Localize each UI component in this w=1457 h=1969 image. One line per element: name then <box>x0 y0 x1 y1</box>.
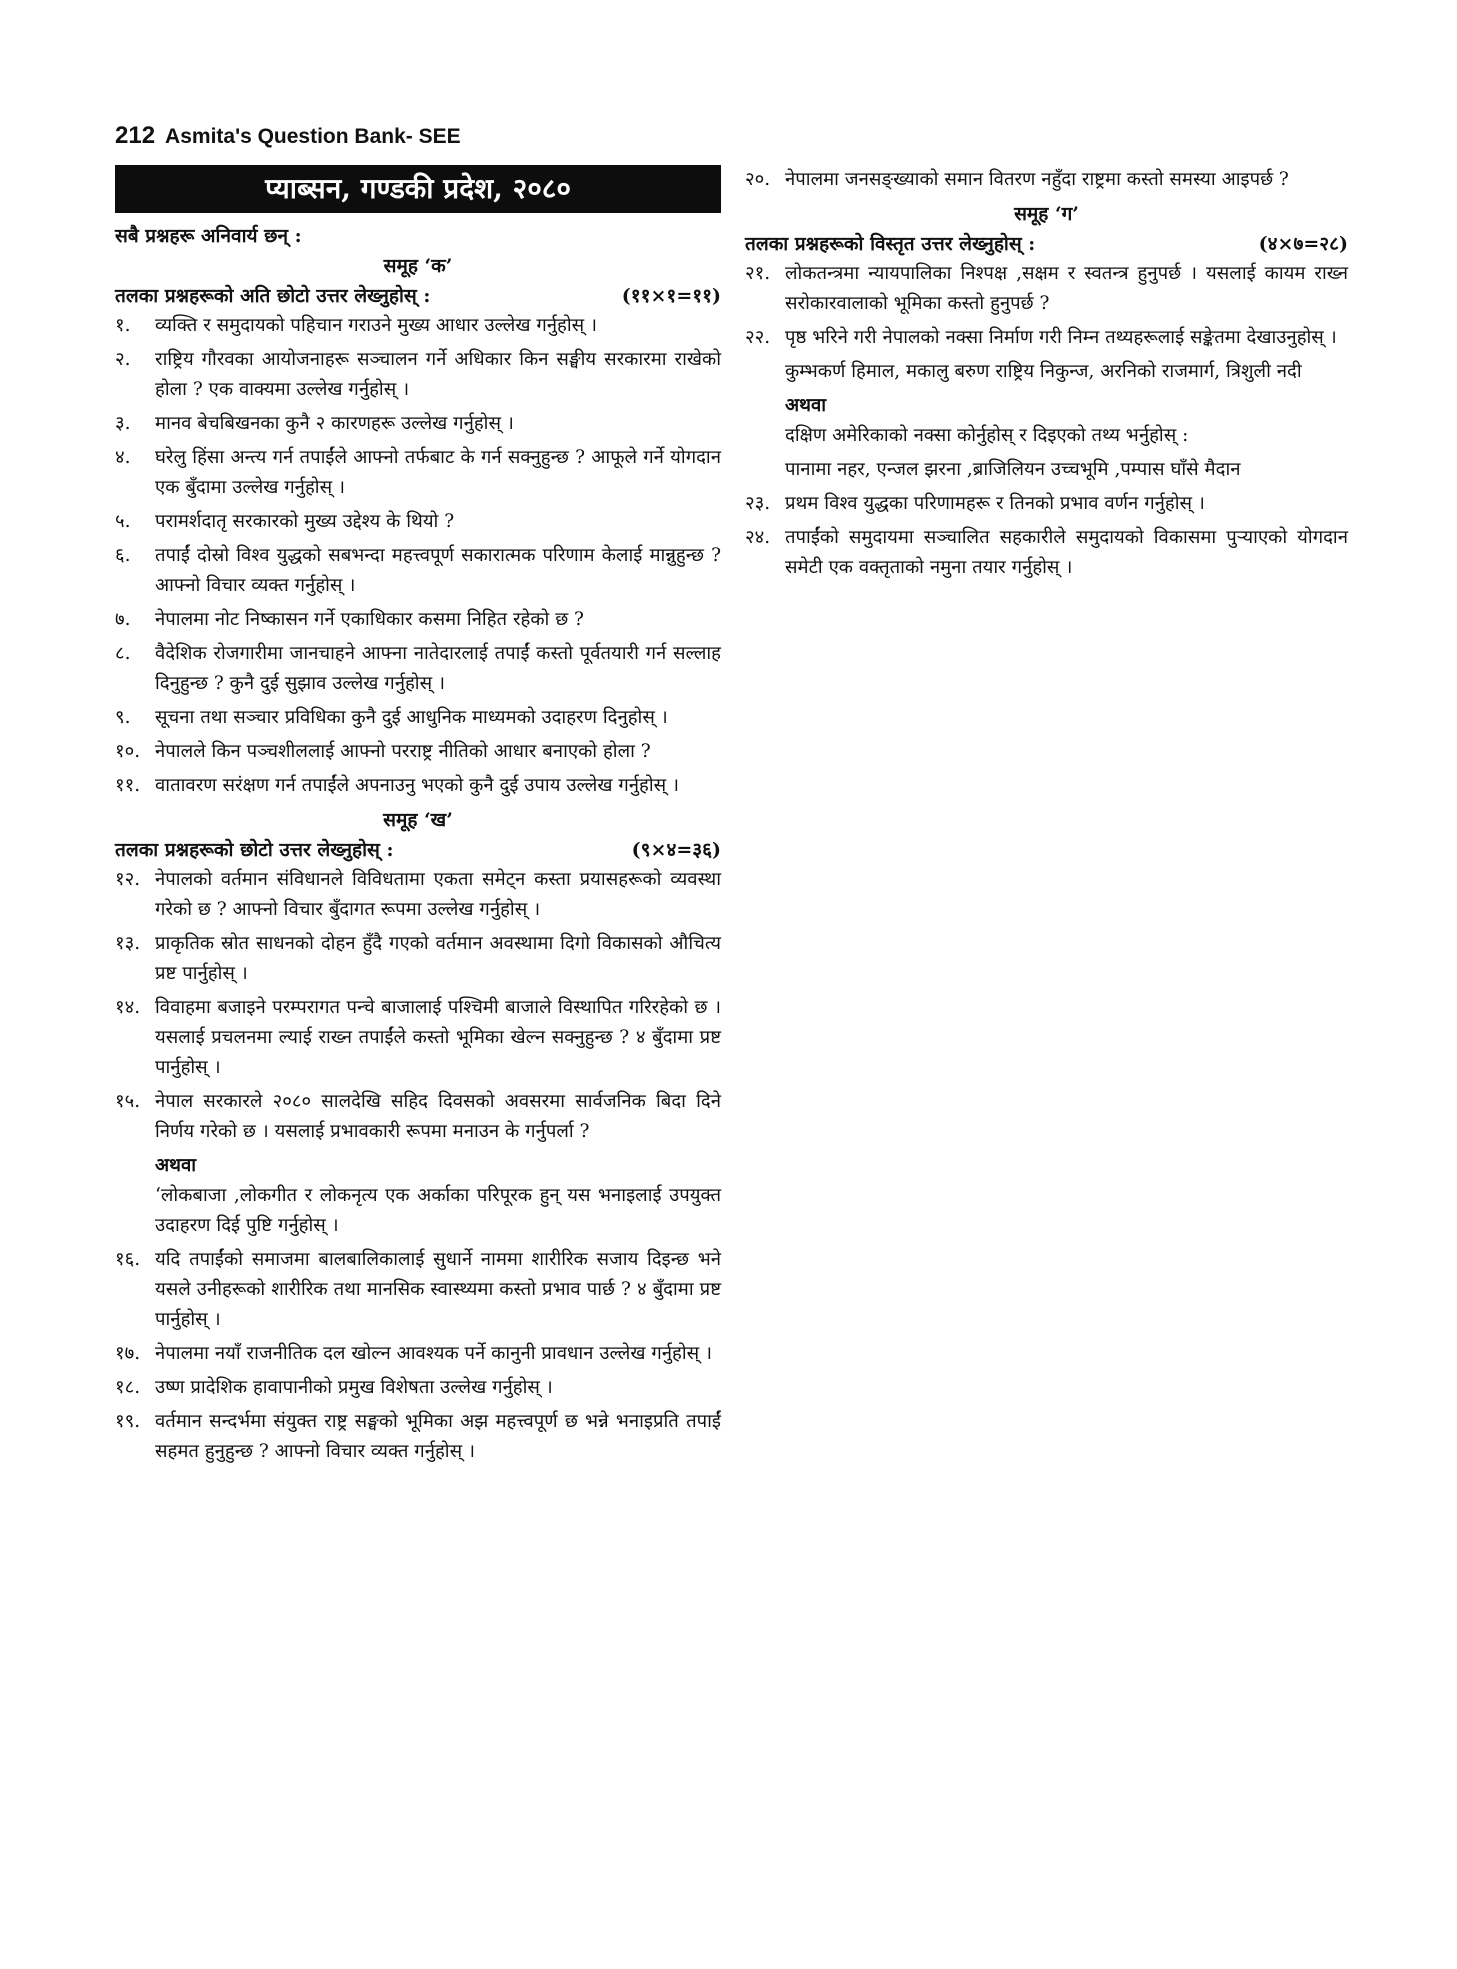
group-a-questions <box>115 311 721 801</box>
question-text: नेपालले किन पञ्चशीललाई आफ्नो परराष्ट्र नीतिको आधार बनाएको होला ? <box>155 741 651 762</box>
question-22-or-text: दक्षिण अमेरिकाको नक्सा कोर्नुहोस् र दिइएको तथ्य भर्नुहोस् : <box>785 425 1189 446</box>
left-column <box>115 165 721 1471</box>
question-3 <box>115 409 721 439</box>
question-12: १२. नेपालको वर्तमान संविधानले विविधतामा एकता समेट्न कस्ता प्रयासहरूको व्यवस्था गरेको छ ? आफ्नो विचार बुँदागत रूपमा उल्लेख गर्नुहोस् । <box>115 869 721 920</box>
question-22: २२. पृष्ठ भरिने गरी नेपालको नक्सा निर्माण गरी निम्न तथ्यहरूलाई सङ्केतमा देखाउनुहोस् । <box>745 327 1337 348</box>
group-a-marks: (११×१=११) <box>621 285 721 307</box>
question-text: मानव बेचबिखनका कुनै २ कारणहरू उल्लेख गर्नुहोस् । <box>155 413 514 434</box>
question-6 <box>115 541 721 601</box>
book-title: Asmita's Question Bank- SEE <box>165 125 461 148</box>
page-header <box>115 122 461 150</box>
question-text: परामर्शदातृ सरकारको मुख्य उद्देश्य के थियो ? <box>155 511 455 532</box>
question-20: २०. नेपालमा जनसङ्ख्याको समान वितरण नहुँदा राष्ट्रमा कस्तो समस्या आइपर्छ ? <box>745 169 1289 190</box>
question-15-or-text: ‘लोकबाजा ,लोकगीत र लोकनृत्य एक अर्काका परिपूरक हुन् यस भनाइलाई उपयुक्त उदाहरण दिई पुष्टि गर्नुहोस् । <box>155 1185 721 1236</box>
question-number: ५. <box>115 511 131 532</box>
group-b-instruction: तलका प्रश्नहरूको छोटो उत्तर लेख्नुहोस् : <box>115 839 394 861</box>
question-9 <box>115 703 721 733</box>
question-5 <box>115 507 721 537</box>
question-number: २. <box>115 349 131 370</box>
question-7 <box>115 605 721 635</box>
question-1 <box>115 311 721 341</box>
group-b-heading: समूह ‘ख’ <box>383 809 453 831</box>
question-23: २३. प्रथम विश्व युद्धका परिणामहरू र तिनको प्रभाव वर्णन गर्नुहोस् । <box>745 493 1205 514</box>
question-number: १. <box>115 315 131 336</box>
question-number: ३. <box>115 413 131 434</box>
question-15: १५. नेपाल सरकारले २०८० सालदेखि सहिद दिवसको अवसरमा सार्वजनिक बिदा दिने निर्णय गरेको छ । यसलाई प्रभावकारी रूपमा मनाउन के गर्नुपर्ला ? <box>115 1091 721 1142</box>
question-14: १४. विवाहमा बजाइने परम्परागत पन्चे बाजालाई पश्चिमी बाजाले विस्थापित गरिरहेको छ । यसलाई प्रचलनमा ल्याई राख्न तपाईंले कस्तो भूमिका खेल्न सक्नुहुन्छ ? ४ बुँदामा प्रष्ट पार्नुहोस् । <box>115 997 721 1078</box>
group-c-instruction: तलका प्रश्नहरूको विस्तृत उत्तर लेख्नुहोस् : <box>745 233 1036 255</box>
question-15-or-label: अथवा <box>155 1155 197 1176</box>
question-number: ९. <box>115 707 131 728</box>
question-number: ४. <box>115 447 131 468</box>
question-text: वातावरण सरंक्षण गर्न तपाईंले अपनाउनु भएको कुनै दुई उपाय उल्लेख गर्नुहोस् । <box>155 775 680 796</box>
question-number: ७. <box>115 609 131 630</box>
general-instruction: सबै प्रश्नहरू अनिवार्य छन् : <box>115 225 302 247</box>
question-number: १०. <box>115 741 141 762</box>
group-b-marks: (९×४=३६) <box>631 839 721 861</box>
question-text: तपाईं दोस्रो विश्व युद्धको सबभन्दा महत्त्वपूर्ण सकारात्मक परिणाम केलाई मान्नुहुन्छ ? आफ्नो विचार व्यक्त गर्नुहोस् । <box>155 545 721 596</box>
group-c-instruction-row <box>745 229 1348 259</box>
question-number: ६. <box>115 545 131 566</box>
group-a-instruction-row <box>115 281 721 311</box>
question-number: ८. <box>115 643 131 664</box>
question-19: १९. वर्तमान सन्दर्भमा संयुक्त राष्ट्र सङ्घको भूमिका अझ महत्त्वपूर्ण छ भन्ने भनाइप्रति तपाईं सहमत हुनुहुन्छ ? आफ्नो विचार व्यक्त गर्नुहोस् । <box>115 1411 721 1462</box>
question-10 <box>115 737 721 767</box>
page-number: 212 <box>115 122 156 149</box>
question-2 <box>115 345 721 405</box>
question-4 <box>115 443 721 503</box>
group-a-heading: समूह ‘क’ <box>383 255 453 277</box>
question-text: वैदेशिक रोजगारीमा जानचाहने आफ्ना नातेदारलाई तपाईं कस्तो पूर्वतयारी गर्न सल्लाह दिनुहुन्छ ? कुनै दुई सुझाव उल्लेख गर्नुहोस् । <box>155 643 721 694</box>
question-text: घरेलु हिंसा अन्त्य गर्न तपाईंले आफ्नो तर्फबाट के गर्न सक्नुहुन्छ ? आफूले गर्ने योगदान एक बुँदामा उल्लेख गर्नुहोस् । <box>155 447 721 498</box>
exam-title: प्याब्सन, गण्डकी प्रदेश, २०८० <box>115 165 721 213</box>
group-b-instruction-row <box>115 835 721 865</box>
question-number: ११. <box>115 775 141 796</box>
question-text: नेपालमा नोट निष्कासन गर्ने एकाधिकार कसमा निहित रहेको छ ? <box>155 609 584 630</box>
question-text: राष्ट्रिय गौरवका आयोजनाहरू सञ्चालन गर्ने अधिकार किन सङ्घीय सरकारमा राखेको होला ? एक वाक्यमा उल्लेख गर्नुहोस् । <box>155 349 721 400</box>
group-c-heading: समूह ‘ग’ <box>1014 203 1079 225</box>
question-24: २४. तपाईंको समुदायमा सञ्चालित सहकारीले समुदायको विकासमा पुऱ्याएको योगदान समेटी एक वक्तृताको नमुना तयार गर्नुहोस् । <box>745 527 1348 578</box>
question-16: १६. यदि तपाईंको समाजमा बालबालिकालाई सुधार्ने नाममा शारीरिक सजाय दिइन्छ भने यसले उनीहरूको शारीरिक तथा मानसिक स्वास्थ्यमा कस्तो प्रभाव पार्छ ? ४ बुँदामा प्रष्ट पार्नुहोस् । <box>115 1249 721 1330</box>
question-8 <box>115 639 721 699</box>
question-text: व्यक्ति र समुदायको पहिचान गराउने मुख्य आधार उल्लेख गर्नुहोस् । <box>155 315 598 336</box>
group-a-instruction: तलका प्रश्नहरूको अति छोटो उत्तर लेख्नुहोस् : <box>115 285 431 307</box>
question-22-list: कुम्भकर्ण हिमाल, मकालु बरुण राष्ट्रिय निकुन्ज, अरनिको राजमार्ग, त्रिशुली नदी <box>785 361 1302 382</box>
question-17: १७. नेपालमा नयाँ राजनीतिक दल खोल्न आवश्यक पर्ने कानुनी प्रावधान उल्लेख गर्नुहोस् । <box>115 1343 713 1364</box>
right-column <box>745 165 1348 587</box>
group-c-marks: (४×७=२८) <box>1258 233 1348 255</box>
question-22-or-label: अथवा <box>785 395 827 416</box>
question-21: २१. लोकतन्त्रमा न्यायपालिका निश्पक्ष ,सक्षम र स्वतन्त्र हुनुपर्छ । यसलाई कायम राख्न सरोकारवालाको भूमिका कस्तो हुनुपर्छ ? <box>745 263 1348 314</box>
question-13: १३. प्राकृतिक स्रोत साधनको दोहन हुँदै गएको वर्तमान अवस्थामा दिगो विकासको औचित्य प्रष्ट पार्नुहोस् । <box>115 933 721 984</box>
question-22-or-list: पानामा नहर, एन्जल झरना ,ब्राजिलियन उच्चभूमि ,पम्पास घाँसे मैदान <box>785 459 1241 480</box>
question-18: १८. उष्ण प्रादेशिक हावापानीको प्रमुख विशेषता उल्लेख गर्नुहोस् । <box>115 1377 553 1398</box>
question-11 <box>115 771 721 801</box>
question-text: सूचना तथा सञ्चार प्रविधिका कुनै दुई आधुनिक माध्यमको उदाहरण दिनुहोस् । <box>155 707 668 728</box>
